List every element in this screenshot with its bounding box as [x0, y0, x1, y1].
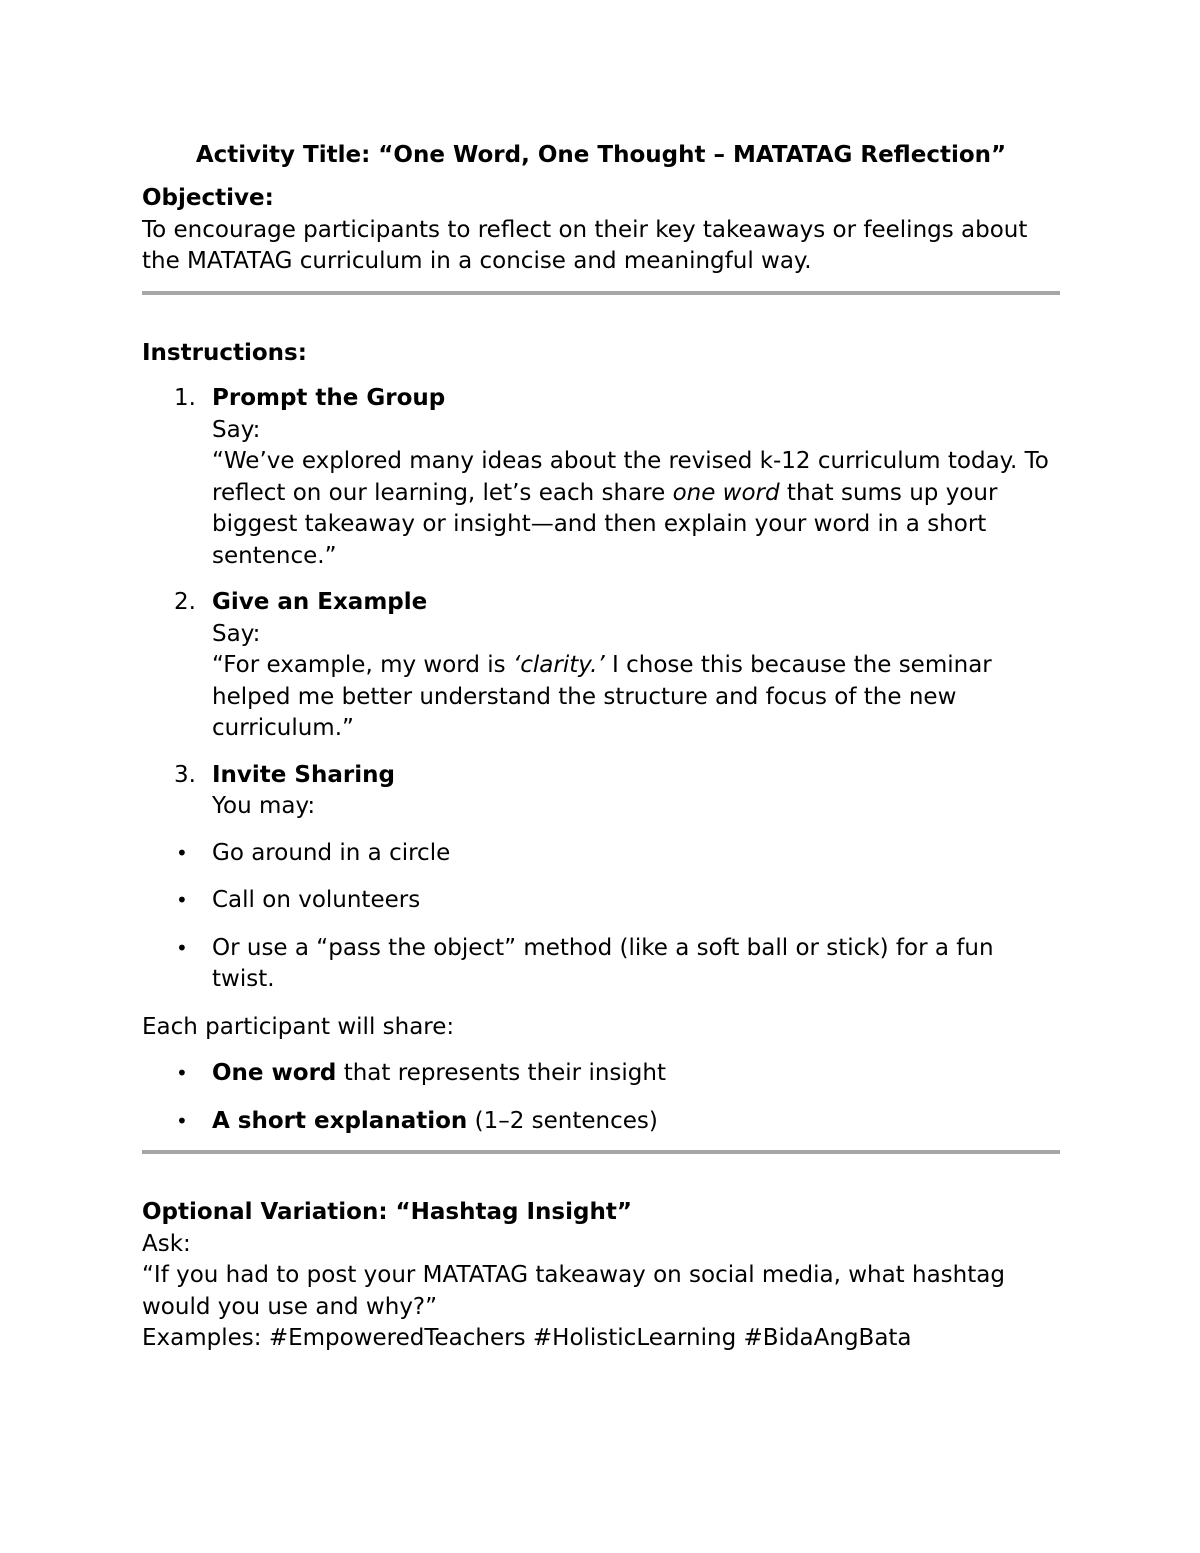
step-item — [142, 760, 1060, 823]
step-say: You may: — [212, 793, 316, 819]
optional-variation-heading: Optional Variation: “Hashtag Insight” — [142, 1199, 632, 1225]
list-item-text: Or use a “pass the object” method (like a soft ball or stick) for a fun twist. — [212, 934, 994, 992]
list-item-bold: A short explanation — [212, 1107, 468, 1134]
objective-label: Objective: — [142, 185, 274, 211]
step-item — [142, 587, 1060, 745]
quote-text: that sums up your biggest takeaway or insight—and then explain your word in a short sentence.” — [212, 479, 998, 569]
step-heading: Give an Example — [212, 589, 428, 615]
optional-question: “If you had to post your MATATAG takeaway on social media, what hashtag would you use and why?” — [142, 1262, 1005, 1320]
list-item-text: that represents their insight — [336, 1060, 666, 1086]
step-number: 1. — [174, 385, 196, 411]
horizontal-divider — [142, 291, 1060, 295]
step-item — [142, 383, 1060, 572]
step-quote — [212, 446, 1060, 572]
bullet-icon: • — [176, 935, 188, 960]
bullet-icon: • — [176, 840, 188, 865]
list-item — [142, 1106, 1060, 1138]
list-item — [142, 838, 1060, 870]
step-say: Say: — [212, 416, 261, 443]
quote-text: “We’ve explored many ideas about the revised k-12 curriculum today. To reflect on our learning, let’s each share — [212, 448, 1049, 506]
instructions-label: Instructions: — [142, 339, 307, 366]
list-item — [142, 933, 1060, 996]
bullet-icon: • — [176, 1108, 188, 1133]
document-page — [142, 137, 1060, 1355]
list-item — [142, 1058, 1060, 1090]
step-heading: Prompt the Group — [212, 385, 446, 411]
list-item-text: Call on volunteers — [212, 887, 421, 913]
optional-examples: Examples: #EmpoweredTeachers #HolisticLearning #BidaAngBata — [142, 1325, 912, 1351]
list-item-text: Go around in a circle — [212, 839, 451, 866]
step-say: Say: — [212, 620, 261, 647]
share-items-list — [142, 1058, 1060, 1137]
list-item-text: (1–2 sentences) — [467, 1107, 658, 1134]
bullet-icon: • — [176, 1061, 188, 1085]
quote-text: I chose this because the seminar helped me better understand the structure and focus of the new curriculum.” — [212, 652, 992, 741]
step-quote — [212, 650, 1060, 745]
optional-ask: Ask: — [142, 1230, 191, 1257]
each-participant-text: Each participant will share: — [142, 1013, 455, 1040]
step-number: 2. — [174, 589, 196, 615]
step-number: 3. — [174, 761, 196, 788]
list-item-bold: One word — [212, 1060, 337, 1086]
horizontal-divider — [142, 1150, 1060, 1154]
sharing-options-list — [142, 838, 1060, 996]
step-heading: Invite Sharing — [212, 761, 395, 788]
list-item — [142, 885, 1060, 917]
quote-emphasis: ‘clarity.’ — [512, 652, 605, 678]
instruction-steps — [142, 383, 1060, 823]
bullet-icon: • — [176, 888, 188, 912]
quote-emphasis: one word — [672, 479, 780, 506]
quote-text: “For example, my word is — [212, 652, 513, 678]
objective-text: To encourage participants to reflect on their key takeaways or feelings about the MATATAG curriculum in a concise and meaningful way. — [142, 216, 1028, 274]
activity-title: Activity Title: “One Word, One Thought – MATATAG Reflection” — [195, 142, 1007, 168]
